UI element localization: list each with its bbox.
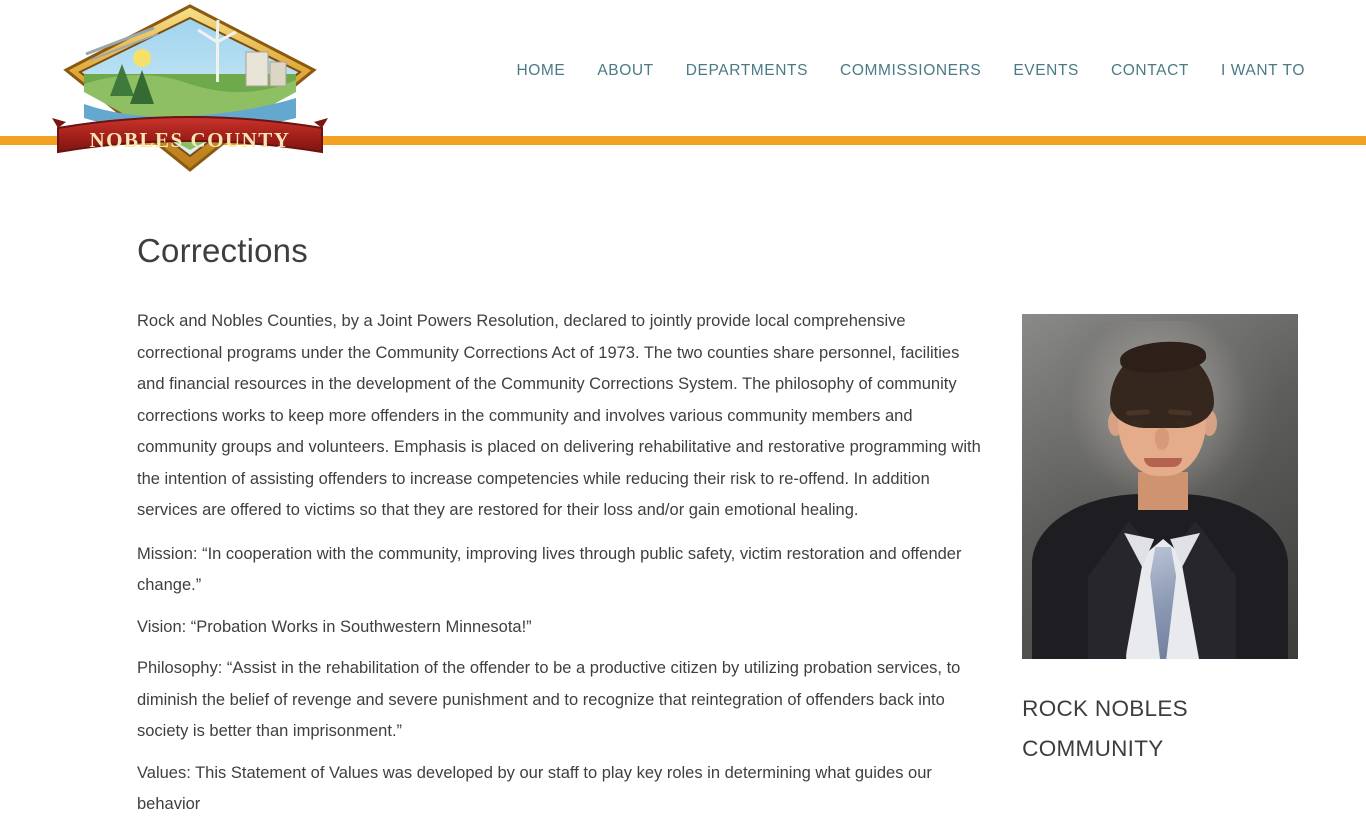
main-content: [137, 306, 1022, 831]
nobles-county-logo[interactable]: [50, 0, 330, 185]
content-columns: [137, 306, 1299, 831]
portrait-mouth: [1144, 458, 1182, 467]
svg-text:NOBLES COUNTY: NOBLES COUNTY: [89, 128, 291, 152]
paragraph-philosophy: Philosophy: “Assist in the rehabilitation of the offender to be a productive citizen by utilizing probation services, to diminish the belief of revenge and severe punishment and to recognize that reintegration of offenders back into society is better than imprisonment.”: [137, 659, 961, 740]
sidebar-heading: ROCK NOBLES COMMUNITY: [1022, 696, 1188, 761]
nav-item-commissioners[interactable]: COMMISSIONERS: [840, 62, 982, 79]
nav-item-events[interactable]: EVENTS: [1013, 62, 1079, 79]
paragraph-intro: Rock and Nobles Counties, by a Joint Powers Resolution, declared to jointly provide local comprehensive correctional programs under the Community Corrections Act of 1973. The two counties share personnel, facilities and financial resources in the development of the Community Corrections System. The philosophy of community corrections works to keep more offenders in the community and involves various community members and community groups and volunteers. Emphasis is placed on delivering rehabilitative and restorative programming with the intention of assisting offenders to increase competencies while reducing their risk to re-offend. In addition services are offered to victims so that they are restored for their loss and/or gain emotional healing.: [137, 312, 981, 519]
portrait-hair: [1110, 350, 1214, 428]
paragraph-vision: Vision: “Probation Works in Southwestern Minnesota!”: [137, 617, 532, 636]
nav-item-about[interactable]: ABOUT: [597, 62, 654, 79]
site-header: [0, 0, 1366, 152]
main-navigation[interactable]: [500, 62, 1321, 80]
nav-item-departments[interactable]: DEPARTMENTS: [685, 62, 809, 79]
portrait-neck: [1138, 472, 1188, 510]
nav-item-i-want-to[interactable]: I WANT TO: [1220, 62, 1305, 79]
nav-item-home[interactable]: HOME: [516, 62, 566, 79]
page-body: [0, 146, 1366, 831]
nav-item-contact[interactable]: CONTACT: [1110, 62, 1189, 79]
content-container: [67, 146, 1299, 831]
paragraph-mission: Mission: “In cooperation with the community, improving lives through public safety, victim restoration and offender change.”: [137, 544, 962, 594]
paragraph-values: Values: This Statement of Values was developed by our staff to play key roles in determining what guides our behavior: [137, 763, 932, 813]
sidebar: [1022, 306, 1299, 769]
page-title: Corrections: [137, 232, 308, 269]
director-portrait: [1022, 314, 1298, 659]
